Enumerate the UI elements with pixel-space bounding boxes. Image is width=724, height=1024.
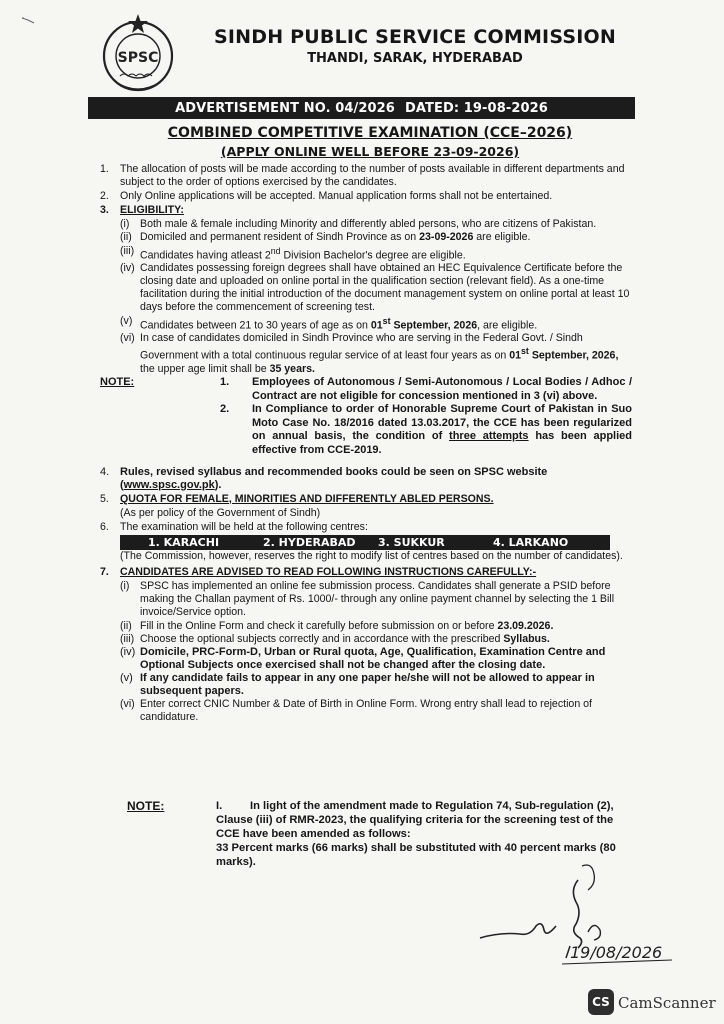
centre-hyderabad: 2. HYDERABAD (263, 535, 356, 549)
org-address: THANDI, SARAK, HYDERABAD (307, 51, 523, 66)
centre-larkano: 4. LARKANO (493, 535, 569, 549)
eligibility-heading: 3. ELIGIBILITY: (100, 204, 184, 217)
eligibility-item: (iv) Candidates possessing foreign degrees shall have obtained an HEC Equivalence Certificate before the closing date and uploaded on online portal in the qualification section (relevant field). As a one-time facilitation during the initial introduction of the document management system on online portal at least 10 days before the commencement of screening test. (120, 262, 630, 314)
list-item: 1. The allocation of posts will be made according to the number of posts available in different departments and subject to the order of options exercised by the candidates. (100, 163, 625, 189)
advertisement-number: ADVERTISEMENT NO. 04/2026 (175, 100, 395, 116)
list-item: 5. QUOTA FOR FEMALE, MINORITIES AND DIFFERENTLY ABLED PERSONS. (100, 492, 494, 505)
instruction-item: (ii) Fill in the Online Form and check it carefully before submission on or before 23.09.2026. (120, 619, 554, 632)
instruction-item: (iii) Choose the optional subjects correctly and in accordance with the prescribed Syllabus. (120, 632, 550, 645)
camscanner-label: CamScanner (618, 994, 716, 1012)
note-item: 2. In Compliance to order of Honorable Supreme Court of Pakistan in Suo Moto Case No. 18/2016 dated 13.03.2017, the CCE has been regularized on annual basis, the condition of three attempts has been applied effective from CCE-2019. (220, 403, 632, 456)
centre-karachi: 1. KARACHI (148, 535, 220, 549)
advertisement-body (100, 163, 632, 724)
advertisement-bar (88, 97, 635, 119)
eligibility-item: (vi) In case of candidates domiciled in Sindh Province who are serving in the Federal Govt. / Sindh Government with a total continuous regular service of at least four years as on 01st September, 2026, the upper age limit shall be 35 years. (120, 332, 619, 375)
list-item-note: (As per policy of the Government of Sindh) (120, 506, 321, 519)
eligibility-item: (ii) Domiciled and permanent resident of Sindh Province as on 23-09-2026 are eligible. (120, 231, 531, 244)
list-item-note: (The Commission, however, reserves the right to modify list of centres based on the number of candidates). (120, 550, 623, 563)
eligibility-item: (iii) Candidates having atleast 2nd Division Bachelor's degree are eligible. (120, 244, 466, 262)
amendment-note-text: I. In light of the amendment made to Regulation 74, Sub-regulation (2), Clause (iii) of RMR-2023, the qualifying criteria for the screening test of the CCE have been amended as follows: 33 Percent marks (66 marks) shall be substituted with 40 percent marks (80 marks). (216, 800, 616, 868)
exam-title: COMBINED COMPETITIVE EXAMINATION (CCE–2026) (167, 125, 573, 141)
note-label: NOTE: (100, 376, 135, 388)
eligibility-item: (i) Both male & female including Minority and differently abled persons, who are citizens of Pakistan. (120, 218, 597, 231)
spsc-seal-logo (96, 12, 180, 96)
centres-bar (120, 535, 610, 550)
advertisement-date: DATED: 19-08-2026 (404, 100, 548, 116)
signature-date: 19/08/2026 (570, 943, 663, 962)
camscanner-badge-icon: CS (588, 989, 614, 1015)
instruction-item: (i) SPSC has implemented an online fee submission process. Candidates shall generate a PSID before making the Challan payment of Rs. 1000/- through any online payment channel by selecting the 1 Bill invoice/Service option. (120, 580, 615, 619)
handwritten-signature (470, 840, 690, 980)
list-item: 2. Only Online applications will be accepted. Manual application forms shall not be entertained. (100, 190, 553, 203)
centre-sukkur: 3. SUKKUR (378, 535, 445, 549)
list-item: 6. The examination will be held at the following centres: (100, 520, 368, 533)
scan-mark (20, 14, 50, 26)
note-block (0, 376, 632, 458)
list-item: 4. Rules, revised syllabus and recommended books could be seen on SPSC website (www.spsc.gov.pk). (100, 465, 548, 491)
instruction-item: (vi) Enter correct CNIC Number & Date of Birth in Online Form. Wrong entry shall lead to rejection of candidature. (120, 698, 592, 724)
eligibility-item: (v) Candidates between 21 to 30 years of age as on 01st September, 2026, are eligible. (120, 314, 538, 332)
note-item: 1. Employees of Autonomous / Semi-Autonomous / Local Bodies / Adhoc / Contract are not eligible for concession mentioned in 3 (vi) above. (220, 376, 632, 402)
seal-text: SPSC (117, 50, 159, 66)
exam-deadline: (APPLY ONLINE WELL BEFORE 23-09-2026) (220, 144, 520, 159)
amendment-note-label: NOTE: (127, 799, 165, 813)
instruction-item: (iv) Domicile, PRC-Form-D, Urban or Rural quota, Age, Qualification, Examination Centre and Optional Subjects once exercised shall not be changed after the closing date. (120, 645, 606, 671)
instruction-item: (v) If any candidate fails to appear in any one paper he/she will not be allowed to appear in subsequent papers. (120, 671, 595, 697)
org-name: SINDH PUBLIC SERVICE COMMISSION (214, 26, 616, 48)
instructions-heading: 7. CANDIDATES ARE ADVISED TO READ FOLLOWING INSTRUCTIONS CAREFULLY:- (100, 566, 537, 579)
